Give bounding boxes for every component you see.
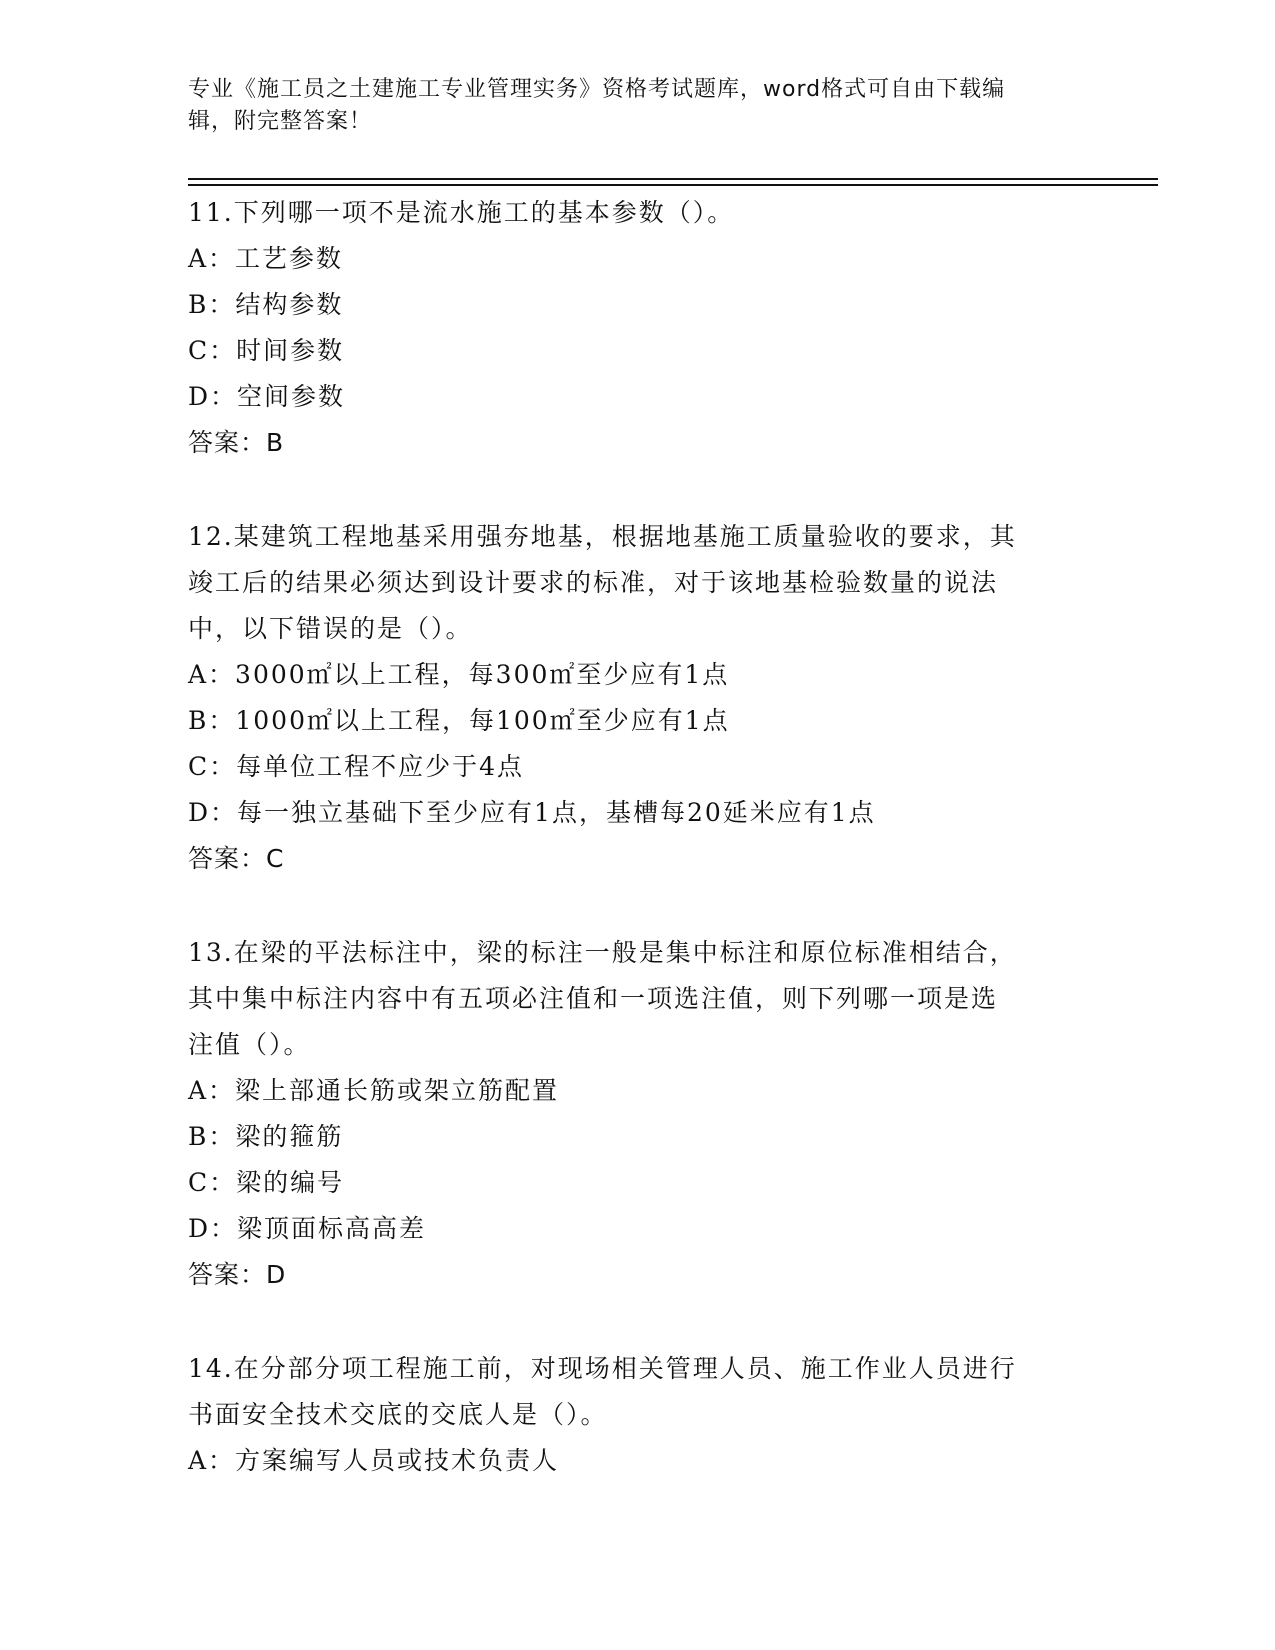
option-a: A：工艺参数: [188, 244, 344, 273]
header-rule-top: [188, 178, 1158, 180]
question-stem-line: 书面安全技术交底的交底人是（）。: [188, 1400, 608, 1429]
option-d: D：梁顶面标高高差: [188, 1214, 427, 1243]
question-stem-line: 12.某建筑工程地基采用强夯地基，根据地基施工质量验收的要求，其: [188, 522, 1017, 551]
option-b: B：梁的箍筋: [188, 1122, 344, 1151]
document-header: [188, 74, 1088, 138]
question-gap: [188, 1298, 1088, 1346]
question-stem-line: 注值（）。: [188, 1030, 311, 1059]
question-list: [188, 190, 1088, 1484]
question-13: [188, 930, 1088, 1298]
header-line-2: 辑，附完整答案！: [188, 109, 373, 134]
question-stem-line: 11.下列哪一项不是流水施工的基本参数（）。: [188, 198, 735, 227]
option-d: D：空间参数: [188, 382, 346, 411]
question-stem-line: 14.在分部分项工程施工前，对现场相关管理人员、施工作业人员进行: [188, 1354, 1017, 1383]
question-gap: [188, 466, 1088, 514]
option-c: C：每单位工程不应少于4点: [188, 752, 525, 781]
question-gap: [188, 882, 1088, 930]
question-stem-line: 中，以下错误的是（）。: [188, 614, 473, 643]
answer-label: 答案：C: [188, 844, 285, 873]
question-stem-line: 竣工后的结果必须达到设计要求的标准，对于该地基检验数量的说法: [188, 568, 999, 597]
question-14: [188, 1346, 1088, 1484]
question-12: [188, 514, 1088, 882]
option-b: B：1000㎡以上工程，每100㎡至少应有1点: [188, 706, 730, 735]
option-a: A：方案编写人员或技术负责人: [188, 1446, 560, 1475]
answer-label: 答案：B: [188, 428, 285, 457]
answer-label: 答案：D: [188, 1260, 287, 1289]
option-c: C：时间参数: [188, 336, 345, 365]
option-c: C：梁的编号: [188, 1168, 345, 1197]
option-d: D：每一独立基础下至少应有1点，基槽每20延米应有1点: [188, 798, 876, 827]
header-rule-bottom: [188, 184, 1158, 186]
question-stem-line: 13.在梁的平法标注中，梁的标注一般是集中标注和原位标准相结合，: [188, 938, 1017, 967]
option-b: B：结构参数: [188, 290, 344, 319]
question-11: [188, 190, 1088, 466]
option-a: A：3000㎡以上工程，每300㎡至少应有1点: [188, 660, 730, 689]
header-line-1: 专业《施工员之土建施工专业管理实务》资格考试题库，word格式可自由下载编: [188, 77, 1006, 102]
question-stem-line: 其中集中标注内容中有五项必注值和一项选注值，则下列哪一项是选: [188, 984, 999, 1013]
option-a: A：梁上部通长筋或架立筋配置: [188, 1076, 560, 1105]
